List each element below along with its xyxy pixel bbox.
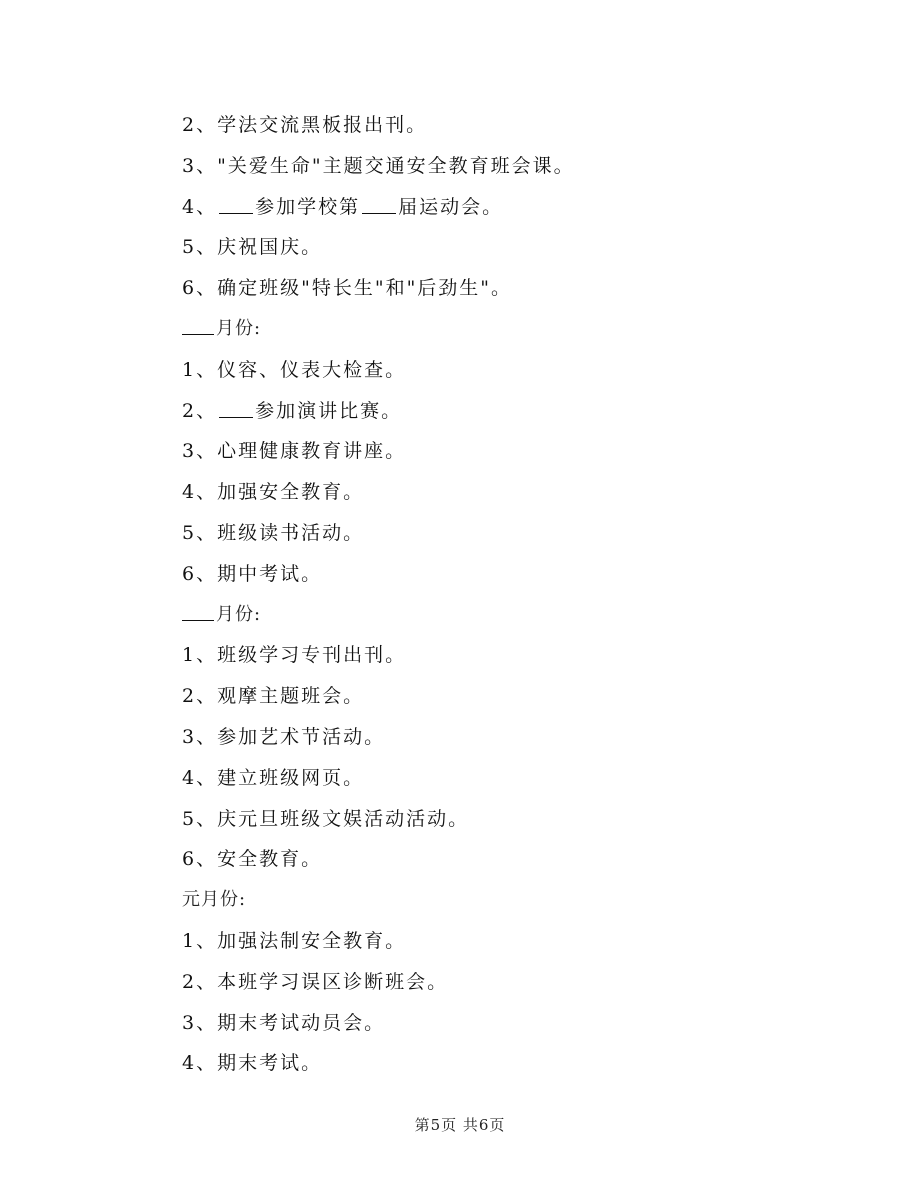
month-heading: 元月份:: [182, 889, 247, 911]
list-item: 5、班级读书活动。: [182, 521, 365, 544]
month-heading: 月份:: [182, 309, 822, 350]
fill-in-blank: [219, 195, 253, 214]
list-item: 1、班级学习专刊出刊。: [182, 644, 407, 667]
list-item: 2、学法交流黑板报出刊。: [182, 114, 428, 136]
list-item: 6、确定班级"特长生"和"后劲生"。: [182, 277, 513, 300]
list-item: 4、加强安全教育。: [182, 481, 365, 504]
list-item: 3、"关爱生命"主题交通安全教育班会课。: [182, 154, 575, 177]
fill-in-blank: [362, 195, 396, 214]
list-item: 6、期中考试。: [182, 562, 323, 585]
month-heading: 月份:: [182, 595, 822, 636]
list-item: 3、参加艺术节活动。: [182, 725, 386, 748]
list-item: 4、 参加学校第 届运动会。: [182, 195, 504, 218]
plan-list: [182, 105, 822, 1084]
list-item: 1、加强法制安全教育。: [182, 929, 407, 952]
fill-in-blank: [182, 602, 214, 621]
list-item: 3、期末考试动员会。: [182, 1011, 386, 1034]
list-item: 1、仪容、仪表大检查。: [182, 358, 407, 381]
fill-in-blank: [219, 399, 253, 418]
list-item: 4、建立班级网页。: [182, 766, 365, 789]
page-number-footer: 第5页 共6页: [414, 1116, 506, 1134]
list-item: 6、安全教育。: [182, 848, 323, 871]
list-item: 2、观摩主题班会。: [182, 685, 365, 708]
list-item: 4、期末考试。: [182, 1052, 323, 1075]
list-item: 2、本班学习误区诊断班会。: [182, 970, 449, 993]
list-item: 5、庆元旦班级文娱活动活动。: [182, 807, 470, 830]
list-item: 3、心理健康教育讲座。: [182, 440, 407, 463]
list-item: 2、 参加演讲比赛。: [182, 399, 403, 422]
fill-in-blank: [182, 316, 214, 335]
list-item: 5、庆祝国庆。: [182, 236, 323, 259]
